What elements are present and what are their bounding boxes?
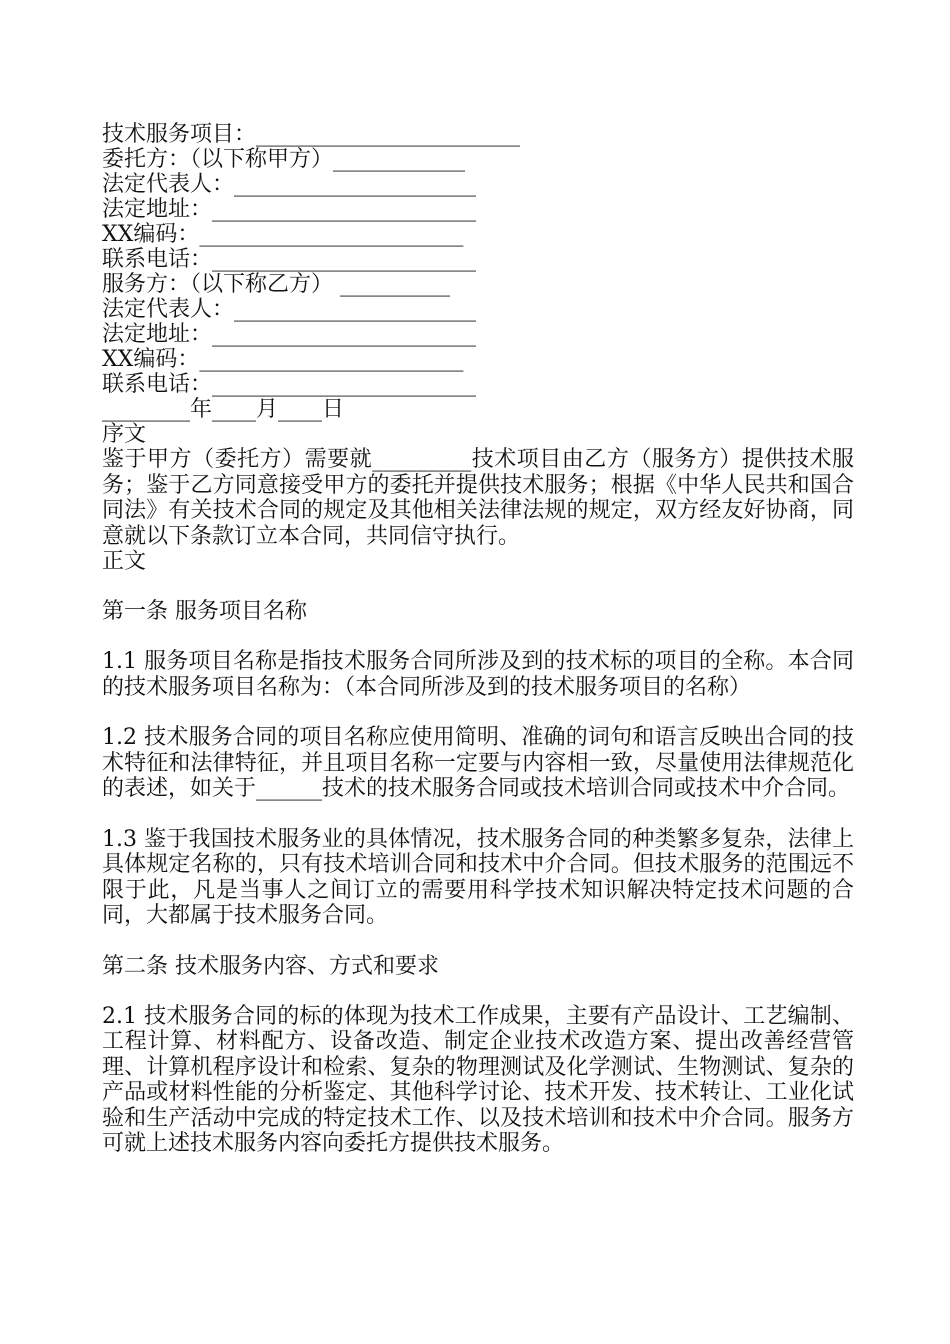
- article-1-title: 第一条 服务项目名称: [102, 599, 307, 624]
- field-label: 法定代表人：: [102, 297, 235, 322]
- spacer: [102, 700, 854, 725]
- spacer: [102, 979, 854, 1004]
- field-blank: ____________: [333, 147, 466, 172]
- field-provider-code: [102, 347, 854, 372]
- field-label: 联系电话：: [102, 247, 213, 272]
- field-label: 服务方：（以下称乙方）: [102, 272, 334, 297]
- field-blank: ________________________: [212, 322, 477, 347]
- header-fields: [102, 122, 854, 422]
- field-client: [102, 147, 854, 172]
- field-label: 法定地址：: [102, 322, 213, 347]
- field-blank: ________________________: [212, 197, 477, 222]
- spacer: [102, 929, 854, 954]
- clause-2-1: 2.1 技术服务合同的标的体现为技术工作成果，主要有产品设计、工艺编制、工程计算、材料配方、设备改造、制定企业技术改造方案、提出改善经营管理、计算机程序设计和检索、复杂的物理测试及化学测试、生物测试、复杂的产品或材料性能的分析鉴定、其他科学讨论、技术开发、技术转让、工业化试验和生产活动中完成的特定技术工作、以及技术培训和技术中介合同。服务方可就上述技术服务内容向委托方提供技术服务。: [102, 1003, 854, 1156]
- preface-text: 鉴于甲方（委托方）需要就_________技术项目由乙方（服务方）提供技术服务；鉴于乙方同意接受甲方的委托并提供技术服务；根据《中华人民共和国合同法》有关技术合同的规定及其他相关法律法规的规定，双方经友好协商，同意就以下条款订立本合同，共同信守执行。: [102, 447, 854, 549]
- field-blank: ________________________: [199, 222, 464, 247]
- field-client-address: [102, 197, 854, 222]
- field-provider-representative: [102, 297, 854, 322]
- field-client-phone: [102, 247, 854, 272]
- clause-1-1: 1.1 服务项目名称是指技术服务合同所涉及到的技术标的项目的全称。本合同的技术服务项目名称为：（本合同所涉及到的技术服务项目的名称）: [102, 649, 854, 700]
- field-label: 联系电话：: [102, 372, 213, 397]
- date-line: ________年____月____日: [102, 397, 345, 422]
- field-client-code: [102, 222, 854, 247]
- field-blank: ______________________: [234, 172, 477, 197]
- field-provider: [102, 272, 854, 297]
- contract-document: [102, 122, 854, 1157]
- field-label: 技术服务项目：: [102, 122, 257, 147]
- preface-title: 序文: [102, 422, 147, 447]
- field-label: 法定代表人：: [102, 172, 235, 197]
- field-blank: __________: [333, 272, 451, 297]
- field-provider-address: [102, 322, 854, 347]
- spacer: [102, 624, 854, 649]
- article-2-title: 第二条 技术服务内容、方式和要求: [102, 953, 439, 979]
- field-label: XX编码：: [102, 222, 200, 247]
- field-blank: ________________________: [212, 247, 477, 272]
- spacer: [102, 574, 854, 599]
- spacer: [102, 802, 854, 827]
- field-blank: ________________________: [212, 372, 477, 397]
- field-label: 委托方：（以下称甲方）: [102, 147, 334, 172]
- body-title: 正文: [102, 549, 147, 574]
- field-client-representative: [102, 172, 854, 197]
- field-blank: ______________________: [234, 297, 477, 322]
- field-provider-phone: [102, 372, 854, 397]
- field-blank: ________________________: [199, 347, 464, 372]
- field-label: XX编码：: [102, 347, 200, 372]
- field-service-project: [102, 122, 854, 147]
- field-blank: ________________________: [256, 122, 521, 147]
- field-label: 法定地址：: [102, 197, 213, 222]
- clause-1-2: 1.2 技术服务合同的项目名称应使用简明、准确的词句和语言反映出合同的技术特征和法律特征，并且项目名称一定要与内容相一致，尽量使用法律规范化的表述，如关于______技术的技术服务合同或技术培训合同或技术中介合同。: [102, 725, 854, 801]
- clause-1-3: 1.3 鉴于我国技术服务业的具体情况，技术服务合同的种类繁多复杂，法律上具体规定名称的，只有技术培训合同和技术中介合同。但技术服务的范围远不限于此，凡是当事人之间订立的需要用科学技术知识解决特定技术问题的合同，大都属于技术服务合同。: [102, 826, 854, 928]
